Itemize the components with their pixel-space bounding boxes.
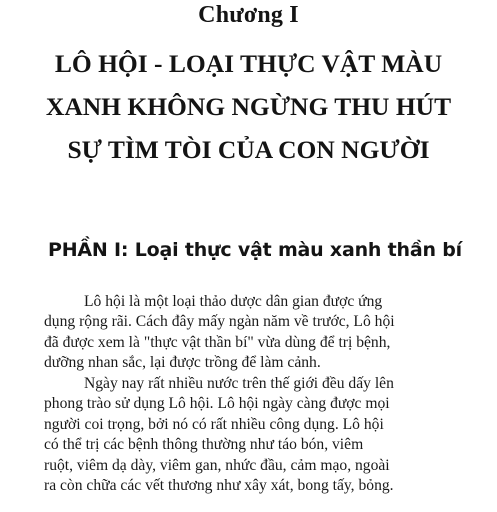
- paragraph-line: phong trào sử dụng Lô hội. Lô hội ngày càng được mọi: [44, 395, 390, 413]
- section-heading: PHẦN I: Loại thực vật màu xanh thần bí: [48, 239, 462, 261]
- chapter-title-line: LÔ HỘI - LOẠI THỰC VẬT MÀU: [54, 49, 443, 78]
- paragraph-line: người coi trọng, bởi nó có rất nhiều công dụng. Lô hội: [44, 415, 384, 433]
- paragraph-line: dụng rộng rãi. Cách đây mấy ngàn năm về trước, Lô hội: [44, 313, 395, 331]
- paragraph-line: ruột, viêm dạ dày, viêm gan, nhức đầu, cảm mạo, ngoài: [44, 456, 390, 474]
- paragraph: [44, 292, 484, 374]
- chapter-title-line: XANH KHÔNG NGỪNG THU HÚT: [45, 92, 452, 121]
- chapter-title-line: SỰ TÌM TÒI CỦA CON NGƯỜI: [67, 135, 430, 164]
- chapter-label: Chương I: [198, 2, 299, 28]
- paragraph: [44, 374, 484, 496]
- chapter-title: [0, 42, 497, 171]
- paragraph-line: ra còn chữa các vết thương như xây xát, bong tấy, bỏng.: [44, 477, 394, 495]
- paragraph-line: Lô hội là một loại thảo dược dân gian được ứng: [84, 293, 383, 310]
- paragraph-line: có thể trị các bệnh thông thường như táo bón, viêm: [44, 436, 364, 454]
- paragraph-line: Ngày nay rất nhiều nước trên thế giới đều dấy lên: [84, 375, 394, 392]
- paragraph-line: đã được xem là "thực vật thần bí" vừa dùng để trị bệnh,: [44, 333, 391, 351]
- paragraph-line: dưỡng nhan sắc, lại được trồng để làm cảnh.: [44, 354, 321, 372]
